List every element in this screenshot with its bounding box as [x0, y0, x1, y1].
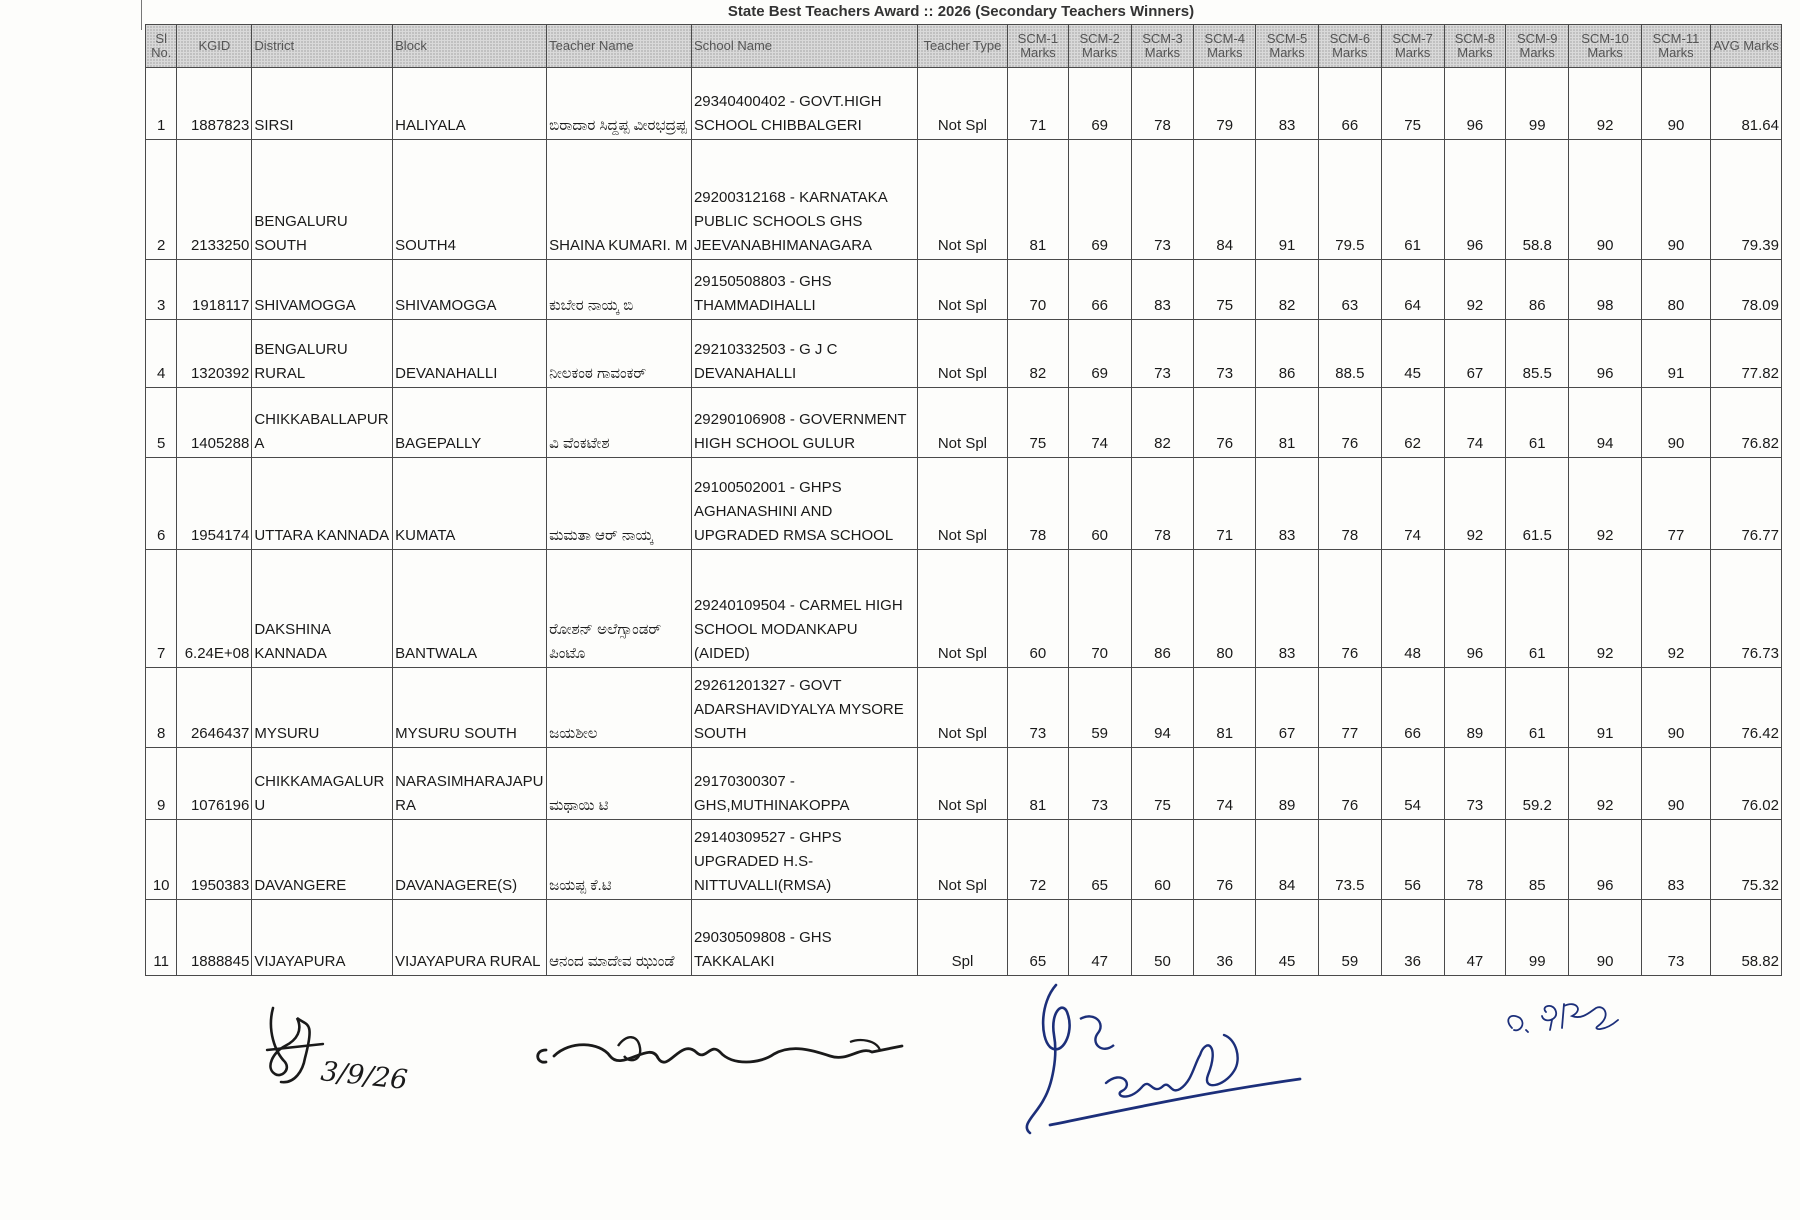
header-avg-marks: AVG Marks	[1710, 25, 1781, 68]
cell-avg-marks: 76.77	[1710, 458, 1781, 550]
cell-school-name: 29150508803 - GHS THAMMADIHALLI	[691, 260, 917, 320]
table-row	[146, 68, 1782, 140]
cell-teacher-name: ರೋಶನ್ ಅಲೆಗ್ಸಾಂಡರ್ ಪಿಂಟೊ	[547, 550, 692, 668]
cell-teacher-type: Not Spl	[917, 668, 1007, 748]
header-scm8: SCM-8 Marks	[1444, 25, 1506, 68]
cell-scm7-marks: 61	[1381, 140, 1444, 260]
cell-scm2-marks: 69	[1068, 68, 1131, 140]
cell-block: VIJAYAPURA RURAL	[393, 900, 547, 976]
cell-block: DAVANAGERE(S)	[393, 820, 547, 900]
cell-scm7-marks: 45	[1381, 320, 1444, 388]
cell-scm5-marks: 84	[1256, 820, 1319, 900]
cell-scm7-marks: 56	[1381, 820, 1444, 900]
cell-scm4-marks: 81	[1194, 668, 1256, 748]
cell-scm1-marks: 73	[1008, 668, 1069, 748]
cell-sl-no: 1	[146, 68, 177, 140]
header-scm10: SCM-10 Marks	[1569, 25, 1642, 68]
cell-block: DEVANAHALLI	[393, 320, 547, 388]
cell-scm11-marks: 83	[1642, 820, 1711, 900]
cell-kgid: 1405288	[177, 388, 252, 458]
cell-scm2-marks: 74	[1068, 388, 1131, 458]
cell-scm7-marks: 54	[1381, 748, 1444, 820]
table-row	[146, 320, 1782, 388]
cell-kgid: 1320392	[177, 320, 252, 388]
cell-block: SOUTH4	[393, 140, 547, 260]
cell-block: KUMATA	[393, 458, 547, 550]
cell-teacher-name: ಕುಬೇರ ನಾಯ್ಕ ಬಿ	[547, 260, 692, 320]
cell-scm3-marks: 73	[1131, 320, 1194, 388]
cell-scm1-marks: 82	[1008, 320, 1069, 388]
cell-district: BENGALURU SOUTH	[252, 140, 393, 260]
cell-teacher-type: Not Spl	[917, 458, 1007, 550]
cell-scm6-marks: 76	[1318, 550, 1381, 668]
cell-scm5-marks: 89	[1256, 748, 1319, 820]
cell-scm9-marks: 61	[1506, 388, 1569, 458]
cell-scm5-marks: 83	[1256, 68, 1319, 140]
cell-school-name: 29290106908 - GOVERNMENT HIGH SCHOOL GULUR	[691, 388, 917, 458]
cell-scm11-marks: 90	[1642, 668, 1711, 748]
table-row	[146, 748, 1782, 820]
cell-scm9-marks: 86	[1506, 260, 1569, 320]
cell-scm8-marks: 92	[1444, 458, 1506, 550]
cell-scm10-marks: 92	[1569, 458, 1642, 550]
cell-scm7-marks: 48	[1381, 550, 1444, 668]
cell-scm1-marks: 70	[1008, 260, 1069, 320]
cell-block: BANTWALA	[393, 550, 547, 668]
cell-scm9-marks: 99	[1506, 900, 1569, 976]
cell-scm7-marks: 66	[1381, 668, 1444, 748]
cell-scm10-marks: 92	[1569, 550, 1642, 668]
cell-scm11-marks: 90	[1642, 68, 1711, 140]
cell-scm6-marks: 76	[1318, 388, 1381, 458]
cell-avg-marks: 76.82	[1710, 388, 1781, 458]
cell-scm4-marks: 73	[1194, 320, 1256, 388]
cell-kgid: 1888845	[177, 900, 252, 976]
cell-scm3-marks: 82	[1131, 388, 1194, 458]
cell-scm5-marks: 86	[1256, 320, 1319, 388]
cell-teacher-name: ಬಿರಾದಾರ ಸಿದ್ದಪ್ಪ ವೀರಭದ್ರಪ್ಪ	[547, 68, 692, 140]
header-scm7: SCM-7 Marks	[1381, 25, 1444, 68]
cell-scm11-marks: 90	[1642, 140, 1711, 260]
cell-teacher-type: Not Spl	[917, 550, 1007, 668]
header-scm4: SCM-4 Marks	[1194, 25, 1256, 68]
cell-teacher-type: Not Spl	[917, 320, 1007, 388]
cell-teacher-type: Spl	[917, 900, 1007, 976]
cell-scm6-marks: 78	[1318, 458, 1381, 550]
cell-scm10-marks: 90	[1569, 900, 1642, 976]
cell-kgid: 1950383	[177, 820, 252, 900]
table-header-row	[146, 25, 1782, 68]
cell-scm2-marks: 59	[1068, 668, 1131, 748]
signature-3	[1010, 975, 1310, 1155]
header-scm6: SCM-6 Marks	[1318, 25, 1381, 68]
cell-scm5-marks: 82	[1256, 260, 1319, 320]
cell-scm2-marks: 70	[1068, 550, 1131, 668]
cell-sl-no: 8	[146, 668, 177, 748]
cell-teacher-name: ಜಯಶೀಲ	[547, 668, 692, 748]
cell-scm11-marks: 92	[1642, 550, 1711, 668]
header-scm9: SCM-9 Marks	[1506, 25, 1569, 68]
cell-scm6-marks: 73.5	[1318, 820, 1381, 900]
cell-scm10-marks: 96	[1569, 320, 1642, 388]
cell-scm9-marks: 58.8	[1506, 140, 1569, 260]
cell-avg-marks: 76.42	[1710, 668, 1781, 748]
cell-scm7-marks: 74	[1381, 458, 1444, 550]
cell-block: BAGEPALLY	[393, 388, 547, 458]
cell-district: MYSURU	[252, 668, 393, 748]
signature-1	[245, 1000, 415, 1110]
cell-school-name: 29340400402 - GOVT.HIGH SCHOOL CHIBBALGERI	[691, 68, 917, 140]
cell-scm5-marks: 91	[1256, 140, 1319, 260]
cell-teacher-type: Not Spl	[917, 820, 1007, 900]
cell-school-name: 29140309527 - GHPS UPGRADED H.S-NITTUVALLI(RMSA)	[691, 820, 917, 900]
cell-scm2-marks: 73	[1068, 748, 1131, 820]
cell-block: MYSURU SOUTH	[393, 668, 547, 748]
cell-scm5-marks: 67	[1256, 668, 1319, 748]
cell-block: HALIYALA	[393, 68, 547, 140]
cell-sl-no: 10	[146, 820, 177, 900]
signature-4	[1500, 990, 1640, 1050]
table-row	[146, 820, 1782, 900]
cell-avg-marks: 78.09	[1710, 260, 1781, 320]
cell-block: SHIVAMOGGA	[393, 260, 547, 320]
cell-scm10-marks: 92	[1569, 748, 1642, 820]
cell-scm1-marks: 81	[1008, 748, 1069, 820]
cell-scm3-marks: 78	[1131, 68, 1194, 140]
cell-scm5-marks: 45	[1256, 900, 1319, 976]
cell-scm4-marks: 84	[1194, 140, 1256, 260]
cell-scm3-marks: 94	[1131, 668, 1194, 748]
cell-scm6-marks: 66	[1318, 68, 1381, 140]
cell-scm4-marks: 75	[1194, 260, 1256, 320]
cell-scm1-marks: 65	[1008, 900, 1069, 976]
cell-teacher-type: Not Spl	[917, 260, 1007, 320]
table-body	[146, 68, 1782, 976]
document-title: State Best Teachers Award :: 2026 (Secondary Teachers Winners)	[727, 3, 1195, 20]
cell-scm8-marks: 67	[1444, 320, 1506, 388]
cell-sl-no: 11	[146, 900, 177, 976]
cell-school-name: 29261201327 - GOVT ADARSHAVIDYALYA MYSORE SOUTH	[691, 668, 917, 748]
cell-district: DAVANGERE	[252, 820, 393, 900]
signature-2-strokes	[530, 1020, 910, 1090]
cell-sl-no: 2	[146, 140, 177, 260]
cell-scm7-marks: 36	[1381, 900, 1444, 976]
cell-avg-marks: 58.82	[1710, 900, 1781, 976]
cell-scm11-marks: 80	[1642, 260, 1711, 320]
table-row	[146, 550, 1782, 668]
cell-teacher-name: ಮಥಾಯಿ ಟಿ	[547, 748, 692, 820]
cell-avg-marks: 77.82	[1710, 320, 1781, 388]
cell-scm4-marks: 76	[1194, 388, 1256, 458]
cell-scm6-marks: 88.5	[1318, 320, 1381, 388]
header-block: Block	[393, 25, 547, 68]
cell-scm1-marks: 78	[1008, 458, 1069, 550]
cell-scm8-marks: 89	[1444, 668, 1506, 748]
cell-school-name: 29210332503 - G J C DEVANAHALLI	[691, 320, 917, 388]
cell-district: UTTARA KANNADA	[252, 458, 393, 550]
cell-scm7-marks: 64	[1381, 260, 1444, 320]
cell-school-name: 29240109504 - CARMEL HIGH SCHOOL MODANKAPU (AIDED)	[691, 550, 917, 668]
cell-scm9-marks: 99	[1506, 68, 1569, 140]
cell-scm10-marks: 98	[1569, 260, 1642, 320]
cell-scm7-marks: 62	[1381, 388, 1444, 458]
cell-teacher-type: Not Spl	[917, 748, 1007, 820]
cell-scm1-marks: 81	[1008, 140, 1069, 260]
cell-scm10-marks: 94	[1569, 388, 1642, 458]
cell-scm4-marks: 76	[1194, 820, 1256, 900]
cell-scm6-marks: 77	[1318, 668, 1381, 748]
cell-sl-no: 6	[146, 458, 177, 550]
cell-school-name: 29030509808 - GHS TAKKALAKI	[691, 900, 917, 976]
table-row	[146, 260, 1782, 320]
cell-scm11-marks: 91	[1642, 320, 1711, 388]
cell-teacher-name: ವಿ ವೆಂಕಟೇಶ	[547, 388, 692, 458]
cell-district: VIJAYAPURA	[252, 900, 393, 976]
cell-kgid: 1076196	[177, 748, 252, 820]
cell-block: NARASIMHARAJAPURA	[393, 748, 547, 820]
table-row	[146, 668, 1782, 748]
header-scm3: SCM-3 Marks	[1131, 25, 1194, 68]
signature-1-strokes	[245, 1000, 415, 1105]
cell-scm4-marks: 71	[1194, 458, 1256, 550]
cell-scm2-marks: 66	[1068, 260, 1131, 320]
table-row	[146, 140, 1782, 260]
header-sl-no: Sl No.	[146, 25, 177, 68]
header-scm5: SCM-5 Marks	[1256, 25, 1319, 68]
cell-avg-marks: 76.73	[1710, 550, 1781, 668]
table-row	[146, 458, 1782, 550]
cell-scm8-marks: 96	[1444, 550, 1506, 668]
cell-scm8-marks: 73	[1444, 748, 1506, 820]
cell-scm4-marks: 74	[1194, 748, 1256, 820]
cell-scm3-marks: 50	[1131, 900, 1194, 976]
cell-scm9-marks: 61	[1506, 550, 1569, 668]
cell-district: CHIKKABALLAPURA	[252, 388, 393, 458]
cell-school-name: 29200312168 - KARNATAKA PUBLIC SCHOOLS GHS JEEVANABHIMANAGARA	[691, 140, 917, 260]
cell-scm9-marks: 61	[1506, 668, 1569, 748]
cell-sl-no: 7	[146, 550, 177, 668]
cell-scm1-marks: 72	[1008, 820, 1069, 900]
cell-scm10-marks: 90	[1569, 140, 1642, 260]
cell-district: SHIVAMOGGA	[252, 260, 393, 320]
cell-school-name: 29170300307 - GHS,MUTHINAKOPPA	[691, 748, 917, 820]
cell-scm9-marks: 59.2	[1506, 748, 1569, 820]
cell-scm3-marks: 83	[1131, 260, 1194, 320]
cell-scm5-marks: 83	[1256, 550, 1319, 668]
table-row	[146, 388, 1782, 458]
cell-district: CHIKKAMAGALURU	[252, 748, 393, 820]
cell-scm3-marks: 75	[1131, 748, 1194, 820]
cell-scm3-marks: 86	[1131, 550, 1194, 668]
cell-scm4-marks: 36	[1194, 900, 1256, 976]
cell-sl-no: 4	[146, 320, 177, 388]
cell-district: SIRSI	[252, 68, 393, 140]
cell-scm3-marks: 60	[1131, 820, 1194, 900]
signature-4-strokes	[1500, 990, 1640, 1045]
cell-scm6-marks: 76	[1318, 748, 1381, 820]
cell-sl-no: 3	[146, 260, 177, 320]
cell-scm1-marks: 71	[1008, 68, 1069, 140]
cell-avg-marks: 81.64	[1710, 68, 1781, 140]
header-scm1: SCM-1 Marks	[1008, 25, 1069, 68]
cell-teacher-type: Not Spl	[917, 388, 1007, 458]
cell-scm9-marks: 85	[1506, 820, 1569, 900]
cell-avg-marks: 76.02	[1710, 748, 1781, 820]
cell-avg-marks: 75.32	[1710, 820, 1781, 900]
winners-table	[145, 24, 1782, 976]
cell-scm2-marks: 69	[1068, 320, 1131, 388]
cell-scm8-marks: 96	[1444, 68, 1506, 140]
cell-scm8-marks: 74	[1444, 388, 1506, 458]
cell-scm7-marks: 75	[1381, 68, 1444, 140]
cell-scm2-marks: 69	[1068, 140, 1131, 260]
cell-teacher-name: ಜಯಪ್ಪ ಕೆ.ಟಿ	[547, 820, 692, 900]
cell-scm8-marks: 47	[1444, 900, 1506, 976]
cell-scm10-marks: 91	[1569, 668, 1642, 748]
cell-scm3-marks: 73	[1131, 140, 1194, 260]
cell-scm8-marks: 78	[1444, 820, 1506, 900]
cell-district: BENGALURU RURAL	[252, 320, 393, 388]
header-teacher-name: Teacher Name	[547, 25, 692, 68]
cell-kgid: 2133250	[177, 140, 252, 260]
cell-scm11-marks: 90	[1642, 388, 1711, 458]
cell-kgid: 1954174	[177, 458, 252, 550]
cell-scm5-marks: 81	[1256, 388, 1319, 458]
cell-scm1-marks: 60	[1008, 550, 1069, 668]
cell-scm5-marks: 83	[1256, 458, 1319, 550]
cell-scm6-marks: 59	[1318, 900, 1381, 976]
cell-scm1-marks: 75	[1008, 388, 1069, 458]
cell-scm10-marks: 96	[1569, 820, 1642, 900]
cell-teacher-name: ಆನಂದ ಮಾದೇವ ಝುಂಡೆ	[547, 900, 692, 976]
cell-scm2-marks: 47	[1068, 900, 1131, 976]
cell-school-name: 29100502001 - GHPS AGHANASHINI AND UPGRADED RMSA SCHOOL	[691, 458, 917, 550]
cell-scm11-marks: 90	[1642, 748, 1711, 820]
cell-sl-no: 5	[146, 388, 177, 458]
header-scm11: SCM-11 Marks	[1642, 25, 1711, 68]
cell-sl-no: 9	[146, 748, 177, 820]
header-kgid: KGID	[177, 25, 252, 68]
cell-scm11-marks: 77	[1642, 458, 1711, 550]
cell-scm2-marks: 65	[1068, 820, 1131, 900]
cell-kgid: 6.24E+08	[177, 550, 252, 668]
cell-scm2-marks: 60	[1068, 458, 1131, 550]
cell-teacher-name: ಮಮತಾ ಆರ್ ನಾಯ್ಕ	[547, 458, 692, 550]
cell-district: DAKSHINA KANNADA	[252, 550, 393, 668]
cell-scm8-marks: 96	[1444, 140, 1506, 260]
cell-kgid: 1887823	[177, 68, 252, 140]
cell-kgid: 1918117	[177, 260, 252, 320]
header-scm2: SCM-2 Marks	[1068, 25, 1131, 68]
cell-teacher-name: ನೀಲಕಂಠ ಗಾವಂಕರ್	[547, 320, 692, 388]
cell-scm4-marks: 80	[1194, 550, 1256, 668]
cell-teacher-type: Not Spl	[917, 68, 1007, 140]
cell-scm3-marks: 78	[1131, 458, 1194, 550]
cell-scm8-marks: 92	[1444, 260, 1506, 320]
cell-avg-marks: 79.39	[1710, 140, 1781, 260]
cell-scm4-marks: 79	[1194, 68, 1256, 140]
signature-1-date: 3/9/26	[319, 1056, 409, 1097]
signature-3-strokes	[1010, 975, 1310, 1150]
header-district: District	[252, 25, 393, 68]
cell-kgid: 2646437	[177, 668, 252, 748]
header-school-name: School Name	[691, 25, 917, 68]
signature-2	[530, 1020, 910, 1095]
cell-scm6-marks: 79.5	[1318, 140, 1381, 260]
cell-scm9-marks: 61.5	[1506, 458, 1569, 550]
cell-scm11-marks: 73	[1642, 900, 1711, 976]
table-row	[146, 900, 1782, 976]
cell-scm6-marks: 63	[1318, 260, 1381, 320]
cell-teacher-name: SHAINA KUMARI. M	[547, 140, 692, 260]
cell-scm9-marks: 85.5	[1506, 320, 1569, 388]
cell-scm10-marks: 92	[1569, 68, 1642, 140]
header-teacher-type: Teacher Type	[917, 25, 1007, 68]
cell-teacher-type: Not Spl	[917, 140, 1007, 260]
